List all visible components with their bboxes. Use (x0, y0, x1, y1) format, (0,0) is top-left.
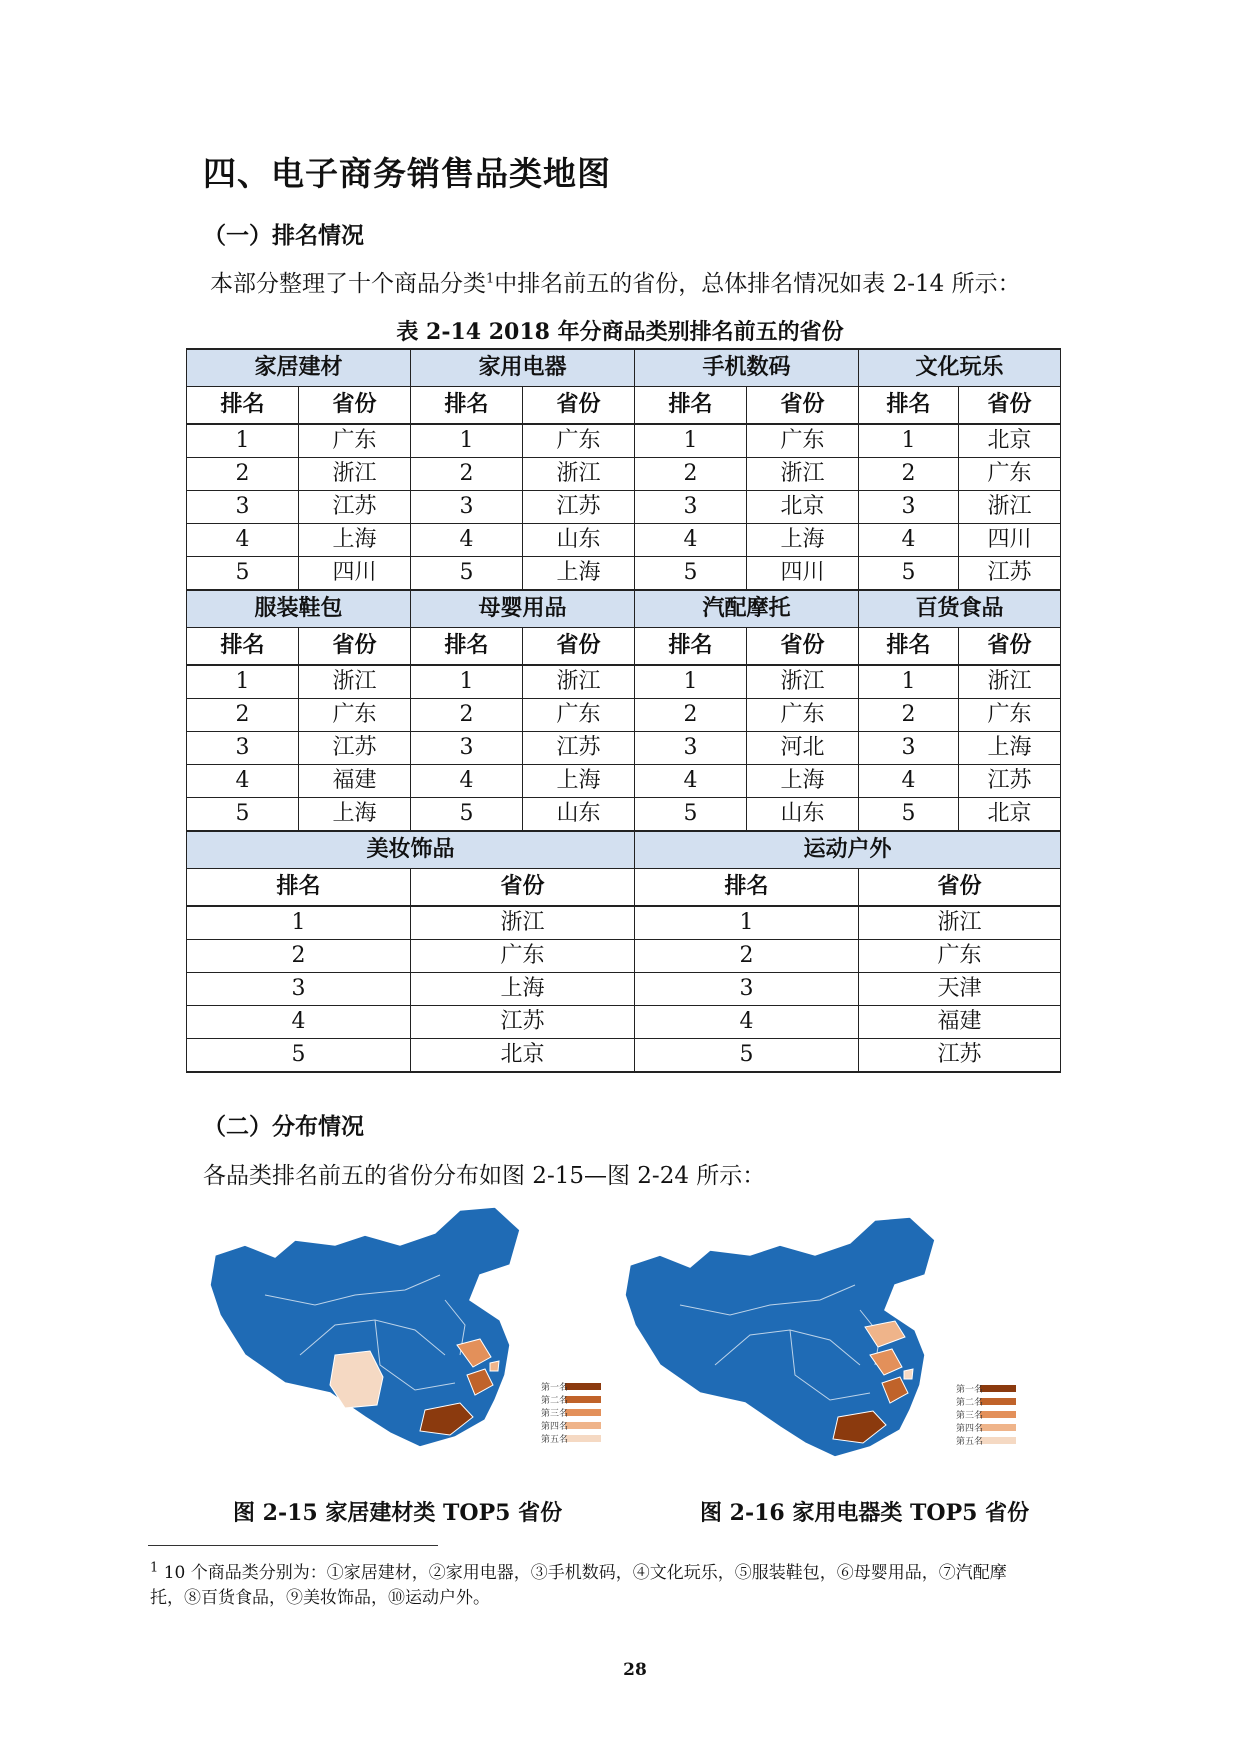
cell: 2 (859, 458, 959, 491)
cell: 3 (187, 491, 299, 524)
legend-label-4: 第四名 (541, 1422, 569, 1432)
legend-label-2: 第二名 (956, 1398, 984, 1408)
section-title-ranking: （一）排名情况 (203, 223, 364, 249)
page-heading: 四、电子商务销售品类地图 (203, 154, 611, 193)
cell: 上海 (299, 524, 411, 557)
category-label: 汽配摩托 (635, 590, 859, 628)
col-rank: 排名 (187, 869, 411, 907)
cell: 四川 (747, 557, 859, 591)
category-label: 美妆饰品 (187, 831, 635, 869)
section-title-distribution: （二）分布情况 (203, 1114, 364, 1140)
table-row (187, 524, 1061, 557)
cell: 5 (635, 798, 747, 832)
cell: 2 (635, 458, 747, 491)
intro-paragraph (210, 265, 1021, 298)
cell: 3 (187, 973, 411, 1006)
footnote-text-1: 10 个商品类分别为：①家居建材，②家用电器，③手机数码，④文化玩乐，⑤服装鞋包，⑥母婴用品，⑦汽配摩 (163, 1563, 1007, 1583)
cell: 2 (411, 699, 523, 732)
cell: 5 (635, 557, 747, 591)
col-province: 省份 (523, 628, 635, 666)
cell: 1 (859, 424, 959, 458)
cell: 浙江 (959, 491, 1061, 524)
col-rank: 排名 (635, 387, 747, 425)
cell: 广东 (411, 940, 635, 973)
cell: 1 (411, 424, 523, 458)
figure-caption-2-16: 图 2-16 家用电器类 TOP5 省份 (700, 1500, 1030, 1526)
distribution-paragraph: 各品类排名前五的省份分布如图 2-15—图 2-24 所示： (203, 1163, 766, 1189)
col-rank: 排名 (411, 628, 523, 666)
cell: 广东 (959, 699, 1061, 732)
cell: 广东 (747, 424, 859, 458)
cell: 浙江 (523, 458, 635, 491)
table-row (187, 940, 1061, 973)
cell: 四川 (299, 557, 411, 591)
cell: 5 (187, 557, 299, 591)
footnote (150, 1558, 1100, 1608)
table-row (187, 424, 1061, 458)
cell: 浙江 (747, 458, 859, 491)
cell: 2 (635, 699, 747, 732)
footnote-mark: 1 (150, 1560, 159, 1576)
col-rank: 排名 (635, 869, 859, 907)
legend-label-2: 第二名 (541, 1396, 569, 1406)
category-label: 服装鞋包 (187, 590, 411, 628)
cell: 1 (635, 665, 747, 699)
cell: 江苏 (299, 491, 411, 524)
footnote-line-1 (150, 1558, 1100, 1583)
cell: 浙江 (859, 906, 1061, 940)
cell: 1 (859, 665, 959, 699)
cell: 上海 (747, 765, 859, 798)
china-map-shape (210, 1207, 520, 1447)
cell: 江苏 (523, 491, 635, 524)
legend-label-1: 第一名 (541, 1383, 569, 1393)
cell: 1 (187, 906, 411, 940)
table-caption: 表 2-14 2018 年分商品类别排名前五的省份 (396, 319, 844, 345)
map-home-building (205, 1205, 625, 1475)
legend-swatch-1 (565, 1383, 601, 1390)
col-province: 省份 (959, 628, 1061, 666)
category-label: 手机数码 (635, 349, 859, 387)
col-province: 省份 (859, 869, 1061, 907)
column-header-row (187, 387, 1061, 425)
cell: 广东 (523, 424, 635, 458)
legend-swatch-4 (980, 1424, 1016, 1431)
category-label: 母婴用品 (411, 590, 635, 628)
category-header-row (187, 831, 1061, 869)
cell: 4 (859, 765, 959, 798)
legend-label-3: 第三名 (541, 1409, 569, 1419)
col-province: 省份 (959, 387, 1061, 425)
cell: 4 (187, 524, 299, 557)
cell: 山东 (523, 524, 635, 557)
col-rank: 排名 (187, 628, 299, 666)
cell: 江苏 (859, 1039, 1061, 1073)
cell: 1 (635, 906, 859, 940)
cell: 3 (635, 732, 747, 765)
cell: 2 (187, 458, 299, 491)
category-label: 运动户外 (635, 831, 1061, 869)
cell: 3 (635, 491, 747, 524)
cell: 上海 (747, 524, 859, 557)
cell: 上海 (411, 973, 635, 1006)
cell: 广东 (523, 699, 635, 732)
cell: 5 (859, 798, 959, 832)
legend-swatch-2 (565, 1396, 601, 1403)
legend-label-5: 第五名 (541, 1435, 569, 1445)
cell: 上海 (959, 732, 1061, 765)
cell: 广东 (299, 424, 411, 458)
legend-swatch-3 (980, 1411, 1016, 1418)
cell: 广东 (299, 699, 411, 732)
cell: 5 (187, 1039, 411, 1073)
category-label: 家居建材 (187, 349, 411, 387)
cell: 浙江 (523, 665, 635, 699)
cell: 浙江 (959, 665, 1061, 699)
footnote-line-2: 托，⑧百货食品，⑨美妆饰品，⑩运动户外。 (150, 1588, 490, 1608)
cell: 4 (859, 524, 959, 557)
cell: 福建 (299, 765, 411, 798)
column-header-row (187, 628, 1061, 666)
footnote-ref: 1 (486, 271, 495, 287)
cell: 2 (187, 699, 299, 732)
cell: 3 (411, 491, 523, 524)
cell: 广东 (959, 458, 1061, 491)
col-province: 省份 (299, 387, 411, 425)
cell: 广东 (859, 940, 1061, 973)
column-header-row (187, 869, 1061, 907)
cell: 5 (859, 557, 959, 591)
table-row (187, 1006, 1061, 1039)
table-row (187, 1039, 1061, 1073)
category-label: 家用电器 (411, 349, 635, 387)
legend-swatch-5 (565, 1435, 601, 1442)
legend-label-3: 第三名 (956, 1411, 984, 1421)
cell: 上海 (523, 557, 635, 591)
cell: 5 (635, 1039, 859, 1073)
col-province: 省份 (411, 869, 635, 907)
cell: 2 (411, 458, 523, 491)
cell: 3 (859, 732, 959, 765)
cell: 北京 (959, 424, 1061, 458)
cell: 3 (635, 973, 859, 1006)
col-rank: 排名 (859, 628, 959, 666)
cell: 北京 (959, 798, 1061, 832)
col-province: 省份 (747, 387, 859, 425)
cell: 河北 (747, 732, 859, 765)
cell: 5 (187, 798, 299, 832)
cell: 1 (187, 665, 299, 699)
cell: 3 (859, 491, 959, 524)
page-number: 28 (623, 1660, 647, 1680)
map-home-appliances (620, 1215, 1040, 1480)
legend-label-4: 第四名 (956, 1424, 984, 1434)
cell: 4 (635, 765, 747, 798)
legend-label-1: 第一名 (956, 1385, 984, 1395)
legend-swatch-2 (980, 1398, 1016, 1405)
category-label: 百货食品 (859, 590, 1061, 628)
region-shanghai (490, 1361, 499, 1371)
cell: 4 (187, 1006, 411, 1039)
legend-swatch-5 (980, 1437, 1016, 1444)
cell: 江苏 (299, 732, 411, 765)
cell: 山东 (747, 798, 859, 832)
cell: 山东 (523, 798, 635, 832)
ranking-table (186, 348, 1061, 1073)
cell: 1 (187, 424, 299, 458)
legend-swatch-3 (565, 1409, 601, 1416)
table-row (187, 458, 1061, 491)
cell: 江苏 (411, 1006, 635, 1039)
cell: 1 (635, 424, 747, 458)
cell: 江苏 (959, 765, 1061, 798)
col-rank: 排名 (411, 387, 523, 425)
intro-text: 本部分整理了十个商品分类 (210, 271, 486, 297)
cell: 北京 (747, 491, 859, 524)
cell: 2 (859, 699, 959, 732)
col-rank: 排名 (635, 628, 747, 666)
cell: 上海 (523, 765, 635, 798)
category-label: 文化玩乐 (859, 349, 1061, 387)
cell: 4 (411, 765, 523, 798)
cell: 3 (187, 732, 299, 765)
cell: 4 (411, 524, 523, 557)
category-header-row (187, 590, 1061, 628)
cell: 天津 (859, 973, 1061, 1006)
cell: 2 (187, 940, 411, 973)
cell: 2 (635, 940, 859, 973)
cell: 4 (635, 524, 747, 557)
col-rank: 排名 (187, 387, 299, 425)
cell: 浙江 (411, 906, 635, 940)
cell: 江苏 (959, 557, 1061, 591)
cell: 福建 (859, 1006, 1061, 1039)
legend-swatch-4 (565, 1422, 601, 1429)
region-shanghai (904, 1369, 913, 1379)
category-header-row (187, 349, 1061, 387)
cell: 3 (411, 732, 523, 765)
table-row (187, 699, 1061, 732)
cell: 北京 (411, 1039, 635, 1073)
figure-caption-2-15: 图 2-15 家居建材类 TOP5 省份 (233, 1500, 563, 1526)
table-row (187, 765, 1061, 798)
cell: 浙江 (299, 458, 411, 491)
col-province: 省份 (747, 628, 859, 666)
table-row (187, 732, 1061, 765)
table-row (187, 973, 1061, 1006)
table-row (187, 798, 1061, 832)
cell: 5 (411, 798, 523, 832)
cell: 1 (411, 665, 523, 699)
cell: 浙江 (299, 665, 411, 699)
cell: 浙江 (747, 665, 859, 699)
col-rank: 排名 (859, 387, 959, 425)
table-row (187, 665, 1061, 699)
legend-label-5: 第五名 (956, 1437, 984, 1447)
footnote-divider (148, 1545, 438, 1546)
table-row (187, 557, 1061, 591)
cell: 广东 (747, 699, 859, 732)
col-province: 省份 (299, 628, 411, 666)
intro-text-2: 中排名前五的省份，总体排名情况如表 2-14 所示： (494, 271, 1021, 297)
col-province: 省份 (523, 387, 635, 425)
cell: 四川 (959, 524, 1061, 557)
cell: 江苏 (523, 732, 635, 765)
table-row (187, 491, 1061, 524)
cell: 4 (187, 765, 299, 798)
table-row (187, 906, 1061, 940)
cell: 5 (411, 557, 523, 591)
legend-swatch-1 (980, 1385, 1016, 1392)
cell: 4 (635, 1006, 859, 1039)
cell: 上海 (299, 798, 411, 832)
